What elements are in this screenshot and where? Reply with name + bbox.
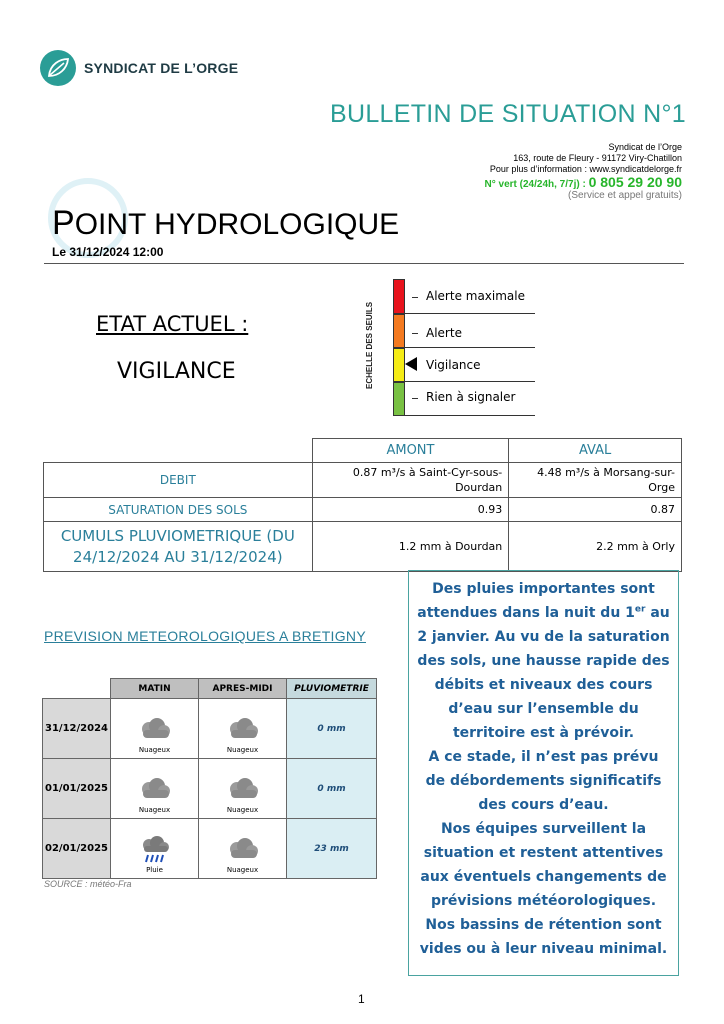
forecast-pluvio: 23 mm — [287, 819, 377, 879]
scale-axis-label: ECHELLE DES SEUILS — [365, 301, 374, 389]
forecast-cell-apres-midi — [199, 759, 287, 819]
cell-saturation-aval: 0.87 — [509, 498, 682, 522]
forecast-header-pluviometrie: PLUVIOMETRIE — [287, 679, 377, 699]
scale-label-rien: Rien à signaler — [426, 390, 516, 404]
forecast-cell-apres-midi — [199, 699, 287, 759]
table-header-row — [44, 439, 682, 463]
forecast-title: PREVISION METEOROLOGIQUES A BRETIGNY — [44, 628, 366, 644]
forecast-cell-matin — [111, 699, 199, 759]
weather-label: Nuageux — [138, 806, 171, 814]
contact-phone — [485, 174, 682, 190]
forecast-header-apres-midi: APRES-MIDI — [199, 679, 287, 699]
cell-cumuls-aval: 2.2 mm à Orly — [509, 522, 682, 572]
scale-segment-alerte — [393, 314, 405, 348]
contact-address: 163, route de Fleury - 91172 Viry-Chatillon — [513, 153, 682, 163]
page-number: 1 — [358, 992, 365, 1006]
scale-label-vigilance: Vigilance — [426, 358, 481, 372]
scale-segment-vigilance — [393, 348, 405, 382]
forecast-pluvio: 0 mm — [287, 699, 377, 759]
contact-info — [490, 164, 682, 174]
rain-icon — [137, 836, 173, 864]
table-empty-cell — [44, 439, 313, 463]
etat-actuel-label: ETAT ACTUEL : — [96, 312, 249, 336]
bulletin-title: BULLETIN DE SITUATION N°1 — [330, 100, 686, 128]
weather-label: Nuageux — [138, 746, 171, 754]
etat-actuel-value: VIGILANCE — [117, 359, 236, 384]
table-row — [43, 759, 377, 819]
column-header-amont: AMONT — [312, 439, 509, 463]
hydro-table — [43, 438, 682, 572]
cloud-icon — [225, 778, 261, 804]
message-paragraph — [417, 577, 670, 745]
page-title — [52, 204, 399, 243]
contact-org: Syndicat de l’Orge — [608, 142, 682, 152]
scale-tick — [412, 333, 418, 334]
row-label-debit: DEBIT — [44, 463, 313, 498]
scale-label-alerte: Alerte — [426, 326, 462, 340]
scale-segment-rien — [393, 382, 405, 416]
current-level-pointer-icon — [405, 357, 417, 371]
table-row — [44, 498, 682, 522]
message-paragraph: Nos équipes surveillent la situation et restent attentives aux éventuels changements de prévisions météorologiques. Nos bassins de rétention sont vides ou à leur niveau minimal. — [419, 821, 668, 957]
row-label-saturation: SATURATION DES SOLS — [44, 498, 313, 522]
scale-tick — [412, 297, 418, 298]
table-row — [43, 819, 377, 879]
forecast-cell-apres-midi — [199, 819, 287, 879]
header-divider — [44, 263, 684, 264]
table-row — [44, 463, 682, 498]
weather-label: Nuageux — [226, 866, 259, 874]
cell-debit-aval: 4.48 m³/s à Morsang-sur-Orge — [509, 463, 682, 498]
org-logo — [40, 50, 76, 86]
phone-label: N° vert (24/24h, 7/7j) : — [484, 179, 589, 190]
org-logo-text: SYNDICAT DE L’ORGE — [84, 60, 239, 76]
scale-tick — [412, 398, 418, 399]
forecast-cell-matin — [111, 759, 199, 819]
forecast-pluvio: 0 mm — [287, 759, 377, 819]
table-row — [43, 699, 377, 759]
scale-segment-alerte-maximale — [393, 279, 405, 314]
scale-line — [405, 313, 535, 314]
phone-number[interactable]: 0 805 29 20 90 — [588, 174, 682, 190]
cell-cumuls-amont: 1.2 mm à Dourdan — [312, 522, 509, 572]
situation-message-box — [408, 570, 679, 976]
weather-label: Nuageux — [226, 746, 259, 754]
forecast-date: 02/01/2025 — [43, 819, 111, 879]
cloud-icon — [225, 718, 261, 744]
scale-line — [405, 381, 535, 382]
forecast-cell-matin — [111, 819, 199, 879]
scale-line — [405, 415, 535, 416]
row-label-cumuls: CUMULS PLUVIOMETRIQUE (DU 24/12/2024 AU 31/12/2024) — [44, 522, 313, 572]
cloud-icon — [137, 718, 173, 744]
forecast-source: SOURCE : météo-Fra — [44, 879, 132, 889]
cell-saturation-amont: 0.93 — [312, 498, 509, 522]
scale-line — [405, 347, 535, 348]
weather-label: Pluie — [146, 866, 163, 874]
forecast-empty-cell — [43, 679, 111, 699]
bulletin-date: Le 31/12/2024 12:00 — [52, 245, 164, 259]
forecast-date: 31/12/2024 — [43, 699, 111, 759]
forecast-header-matin: MATIN — [111, 679, 199, 699]
page-title-rest: OINT HYDROLOGIQUE — [74, 208, 400, 241]
contact-info-prefix: Pour plus d’information : — [489, 164, 590, 174]
message-p1-sup: er — [634, 604, 646, 615]
website-link[interactable]: www.syndicatdelorge.fr — [589, 164, 682, 174]
message-p1-start: Des pluies importantes sont attendues dans la nuit du 1 — [417, 581, 655, 621]
table-row — [44, 522, 682, 572]
cell-debit-amont: 0.87 m³/s à Saint-Cyr-sous-Dourdan — [312, 463, 509, 498]
forecast-table — [42, 678, 377, 879]
message-p1-end: au 2 janvier. Au vu de la saturation des sols, une hausse rapide des débits et niveaux des cours d’eau sur l’ensemble du territoire est à prévoir. — [417, 605, 670, 741]
page-title-initial: P — [52, 204, 75, 242]
contact-free-note: (Service et appel gratuits) — [568, 190, 682, 201]
message-paragraph: A ce stade, il n’est pas prévu de débordements significatifs des cours d’eau. — [425, 749, 662, 813]
leaf-icon — [40, 50, 76, 86]
scale-label-alerte-maximale: Alerte maximale — [426, 289, 525, 303]
forecast-header-row — [43, 679, 377, 699]
cloud-icon — [137, 778, 173, 804]
weather-label: Nuageux — [226, 806, 259, 814]
cloud-icon — [225, 838, 261, 864]
column-header-aval: AVAL — [509, 439, 682, 463]
forecast-date: 01/01/2025 — [43, 759, 111, 819]
